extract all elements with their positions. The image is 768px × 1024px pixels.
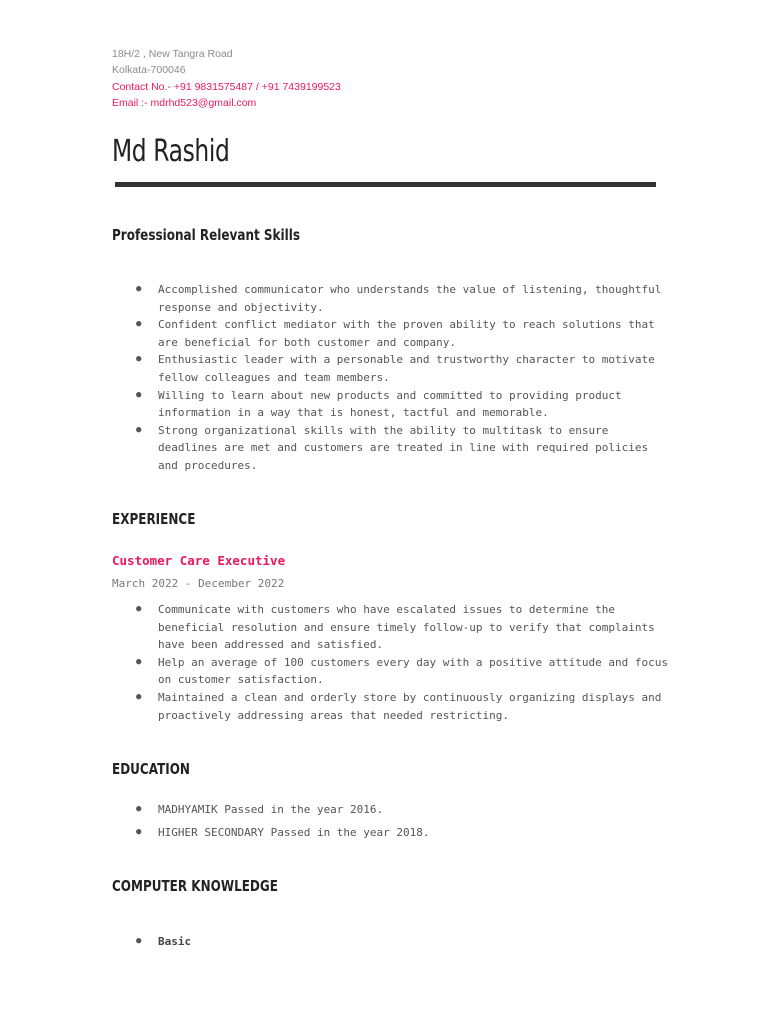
job-title: Customer Care Executive <box>112 553 286 568</box>
experience-text: Communicate with customers who have escalated issues to determine the beneficial resolution and ensure timely follow-up to verify that complaints have been addressed and satisfied. <box>158 603 655 652</box>
bullet-icon: ● <box>136 656 142 667</box>
bullet-icon: ● <box>136 424 142 435</box>
bullet-icon: ● <box>136 804 142 814</box>
list-item <box>112 422 672 475</box>
candidate-name: Md Rashid <box>112 134 230 169</box>
skill-text: Willing to learn about new products and committed to providing product information in a way that is honest, tactful and memorable. <box>158 388 622 420</box>
address-line-2: Kolkata-700046 <box>112 64 186 77</box>
job-dates: March 2022 - December 2022 <box>112 577 285 590</box>
skills-heading: Professional Relevant Skills <box>112 226 301 244</box>
list-item <box>112 351 672 386</box>
list-item <box>112 387 672 422</box>
list-item <box>112 824 672 842</box>
list-item <box>112 801 672 819</box>
bullet-icon: ● <box>136 284 142 294</box>
bullet-icon: ● <box>136 936 142 946</box>
list-item <box>112 654 672 689</box>
list-item <box>112 316 672 351</box>
list-item <box>112 281 672 316</box>
bullet-icon: ● <box>136 389 142 400</box>
skill-text: Enthusiastic leader with a personable and trustworthy character to motivate fellow colleagues and team members. <box>158 353 655 384</box>
education-heading: EDUCATION <box>112 760 190 778</box>
education-text: MADHYAMIK Passed in the year 2016. <box>158 803 384 816</box>
experience-heading: EXPERIENCE <box>112 510 196 528</box>
skill-text: Confident conflict mediator with the proven ability to reach solutions that are beneficial for both customer and company. <box>158 318 655 349</box>
education-list <box>112 801 672 846</box>
list-item <box>112 601 672 654</box>
skill-text: Strong organizational skills with the ability to multitask to ensure deadlines are met and customers are treated in line with required policies and procedures. <box>158 423 649 472</box>
list-item <box>112 689 672 724</box>
address-line-1: 18H/2 , New Tangra Road <box>112 48 233 60</box>
contact-block <box>112 46 341 111</box>
bullet-icon: ● <box>136 319 142 330</box>
computer-skill-text: Basic <box>158 935 192 948</box>
phone-numbers: Contact No.- +91 9831575487 / +91 7439199523 <box>112 80 341 93</box>
experience-text: Help an average of 100 customers every day with a positive attitude and focus on customer satisfaction. <box>158 655 668 687</box>
education-text: HIGHER SECONDARY Passed in the year 2018. <box>158 825 430 839</box>
email-address: Email :- mdrhd523@gmail.com <box>112 96 257 109</box>
experience-text: Maintained a clean and orderly store by continuously organizing displays and proactively addressing areas that needed restricting. <box>158 690 662 722</box>
header-divider <box>115 182 656 187</box>
skill-text: Accomplished communicator who understands the value of listening, thoughtful response and objectivity. <box>158 283 662 314</box>
computer-knowledge-heading: COMPUTER KNOWLEDGE <box>112 877 278 895</box>
bullet-icon: ● <box>136 604 142 614</box>
skills-list <box>112 281 672 475</box>
bullet-icon: ● <box>136 354 142 365</box>
experience-list <box>112 601 672 724</box>
computer-knowledge-list <box>112 933 672 951</box>
bullet-icon: ● <box>136 691 142 702</box>
list-item <box>112 933 672 951</box>
bullet-icon: ● <box>136 826 142 837</box>
